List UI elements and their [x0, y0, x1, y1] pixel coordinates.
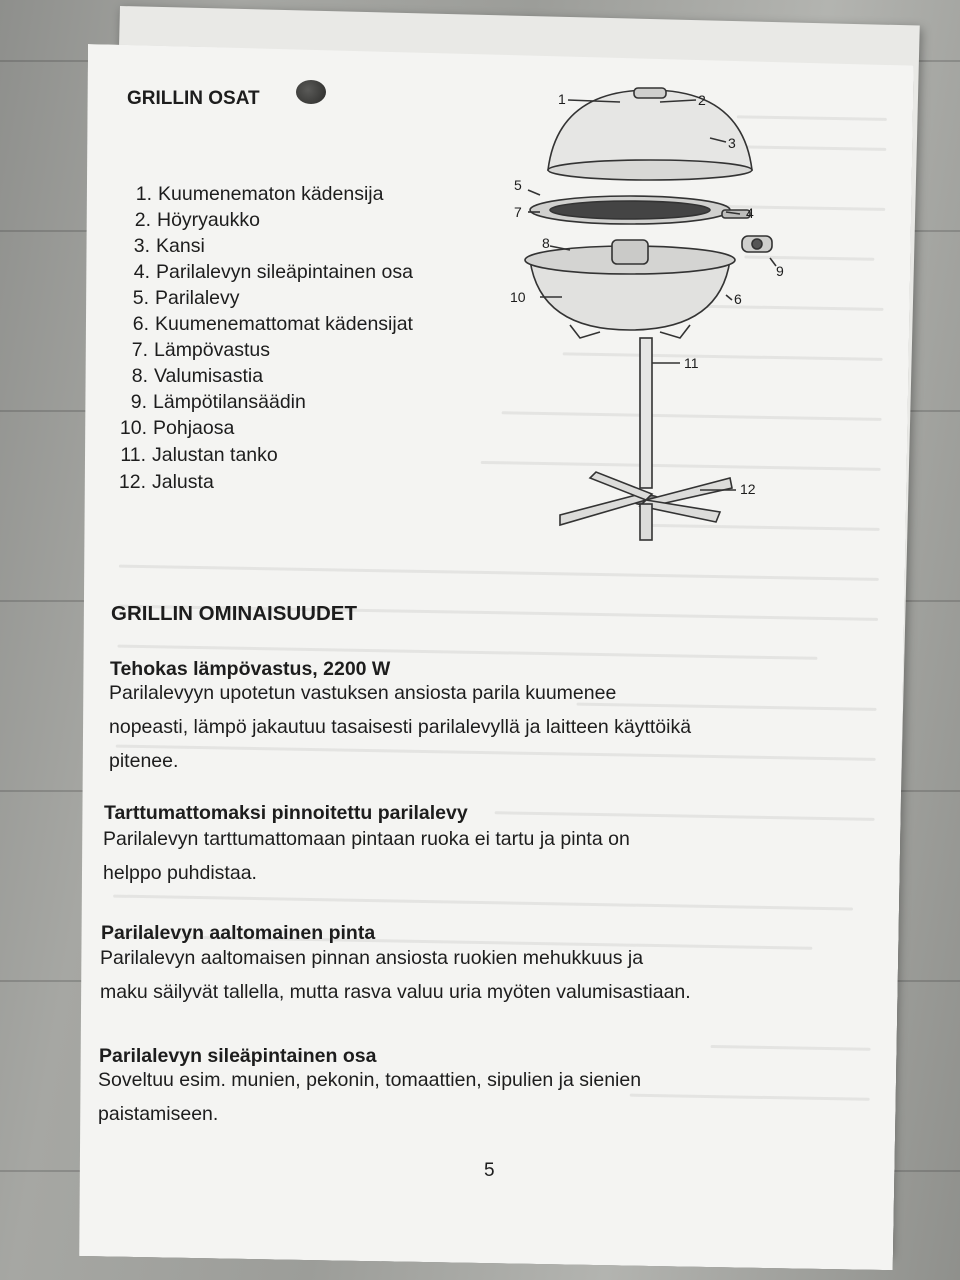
feature-body: Parilalevyn aaltomaisen pinnan ansiosta ruokien mehukkuus ja maku säilyvät tallella, mutta rasva valuu uria myöten valumisastiaan.	[100, 947, 691, 1003]
callout-9: 9	[776, 263, 784, 279]
feature-title: Parilalevyn aaltomainen pinta	[101, 922, 376, 944]
parts-list-item: 5. Parilalevy	[132, 287, 240, 309]
parts-section-title: GRILLIN OSAT	[127, 88, 260, 109]
parts-list-item: 12. Jalusta	[118, 471, 214, 493]
feature-title: Tarttumattomaksi pinnoitettu parilalevy	[104, 802, 468, 824]
callout-3: 3	[728, 135, 736, 151]
callout-6: 6	[734, 291, 742, 307]
feature-body: Parilalevyn tarttumattomaan pintaan ruoka ei tartu ja pinta on helppo puhdistaa.	[103, 828, 630, 884]
callout-4: 4	[746, 205, 754, 221]
callout-12: 12	[740, 481, 756, 497]
parts-list-item: 3. Kansi	[133, 235, 205, 257]
page-number: 5	[484, 1160, 495, 1181]
parts-list-item: 8. Valumisastia	[131, 365, 264, 387]
parts-list-item: 9. Lämpötilansäädin	[130, 391, 306, 413]
callout-8: 8	[542, 235, 550, 251]
feature-body: Soveltuu esim. munien, pekonin, tomaattien, sipulien ja sienien paistamiseen.	[98, 1069, 642, 1125]
grill-exploded-diagram	[500, 80, 820, 550]
parts-list-item: 7. Lämpövastus	[131, 339, 270, 361]
callout-7: 7	[514, 204, 522, 220]
parts-list-item: 1. Kuumenematon kädensija	[135, 183, 384, 205]
feature-title: Parilalevyn sileäpintainen osa	[99, 1045, 377, 1067]
features-section-title: GRILLIN OMINAISUUDET	[111, 602, 357, 625]
parts-list-item: 6. Kuumenemattomat kädensijat	[132, 313, 413, 335]
callout-11: 11	[684, 355, 699, 371]
feature-body: Parilalevyyn upotetun vastuksen ansiosta parila kuumenee nopeasti, lämpö jakautuu tasaisesti parilalevyllä ja laitteen käyttöikä pitenee.	[109, 682, 692, 772]
callout-10: 10	[510, 289, 526, 305]
parts-list-item: 2. Höyryaukko	[134, 209, 260, 231]
parts-list-item: 11. Jalustan tanko	[120, 444, 278, 466]
binder-hole	[296, 80, 326, 104]
callout-2: 2	[698, 92, 706, 108]
callout-5: 5	[514, 177, 522, 193]
parts-list-item: 4. Parilalevyn sileäpintainen osa	[133, 261, 413, 283]
parts-list-item: 10. Pohjaosa	[119, 417, 235, 439]
callout-1: 1	[558, 91, 566, 107]
feature-title: Tehokas lämpövastus, 2200 W	[110, 658, 391, 680]
